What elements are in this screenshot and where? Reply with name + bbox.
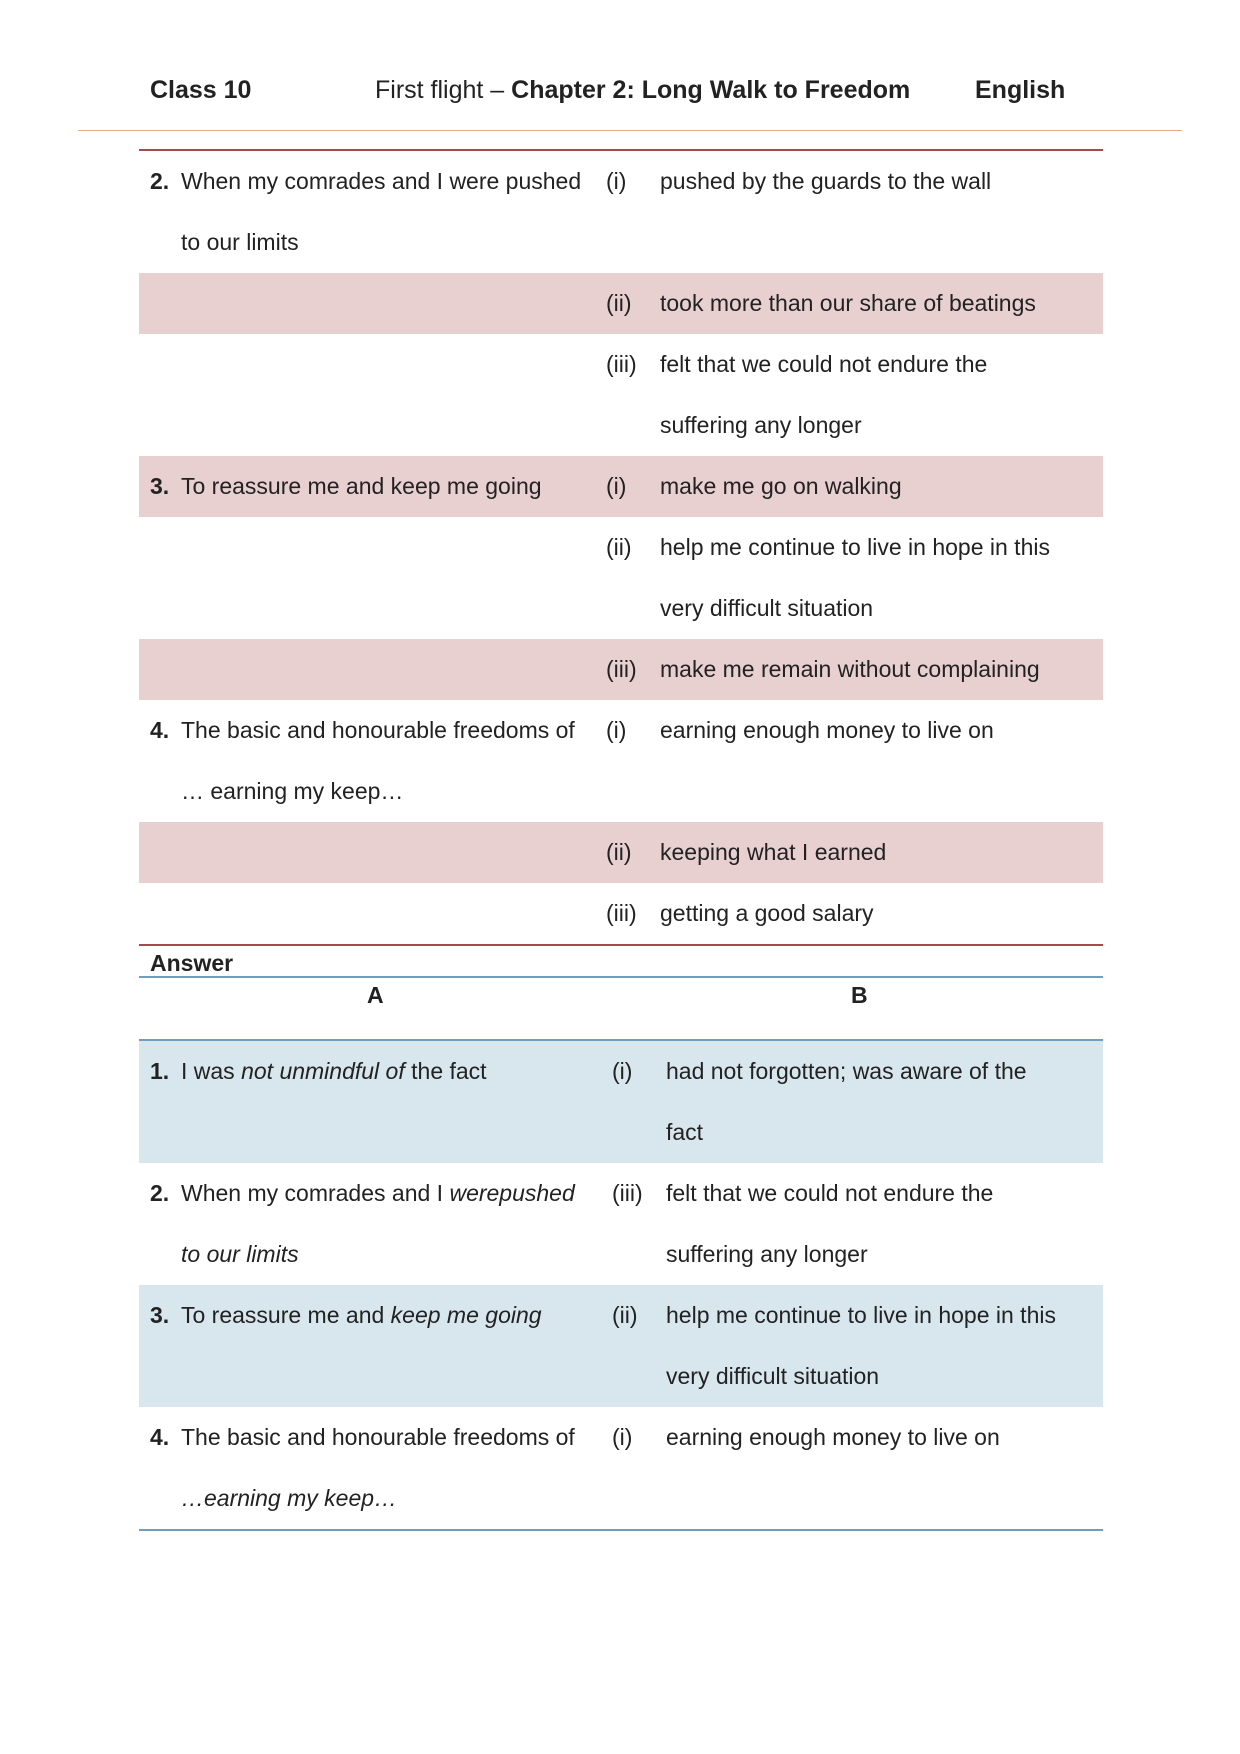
question-row xyxy=(139,883,1103,945)
title-prefix: First flight – xyxy=(375,76,512,104)
column-b-text: took more than our share of beatings xyxy=(660,273,1103,334)
row-number xyxy=(139,822,181,883)
column-b-text: make me go on walking xyxy=(660,456,1103,517)
option-numeral: (ii) xyxy=(606,534,632,560)
row-number xyxy=(139,1346,181,1407)
option-numeral: (ii) xyxy=(606,822,660,883)
row-number xyxy=(139,639,181,700)
option-numeral: (iii) xyxy=(606,351,637,377)
header-divider xyxy=(78,130,1182,131)
question-row xyxy=(139,578,1103,639)
row-number: 4. xyxy=(150,1424,170,1450)
column-a-text xyxy=(181,395,606,456)
column-a-text: To reassure me and keep me going xyxy=(181,456,606,517)
row-number: 2. xyxy=(150,1180,170,1206)
column-a-text xyxy=(181,1041,612,1102)
subject-label: English xyxy=(975,76,1066,104)
phrase-highlight: keep me going xyxy=(390,1302,542,1328)
row-number xyxy=(139,578,181,639)
answer-row xyxy=(139,1346,1103,1407)
row-number xyxy=(139,883,181,945)
row-number xyxy=(139,761,181,822)
row-number xyxy=(139,1102,181,1163)
answer-row xyxy=(139,1224,1103,1285)
question-row xyxy=(139,639,1103,700)
column-b-text: very difficult situation xyxy=(660,595,874,621)
column-a-text xyxy=(181,1224,612,1285)
option-numeral xyxy=(612,1346,666,1407)
option-numeral: (i) xyxy=(612,1041,666,1102)
column-a-text xyxy=(181,883,606,945)
answer-row xyxy=(139,1285,1103,1346)
option-numeral: (i) xyxy=(612,1424,633,1450)
column-b-text: getting a good salary xyxy=(660,900,874,926)
phrase-text: the fact xyxy=(404,1058,487,1084)
column-a-text xyxy=(181,1468,612,1530)
column-b-text: help me continue to live in hope in this xyxy=(660,534,1050,560)
row-number: 4. xyxy=(150,717,170,743)
phrase-highlight: not unmindful of xyxy=(241,1058,405,1084)
phrase-text: The basic and honourable freedoms of xyxy=(181,1424,575,1450)
row-number xyxy=(139,334,181,395)
column-a-text xyxy=(181,1102,612,1163)
row-number xyxy=(139,517,181,578)
column-a-text: to our limits xyxy=(181,229,299,255)
column-a-text xyxy=(181,517,606,578)
row-number: 2. xyxy=(150,168,170,194)
column-a-text xyxy=(181,273,606,334)
column-b-text: pushed by the guards to the wall xyxy=(660,168,992,194)
option-numeral xyxy=(612,1224,666,1285)
option-numeral: (iii) xyxy=(612,1180,643,1206)
column-b-text: fact xyxy=(666,1102,1103,1163)
column-b-text: had not forgotten; was aware of the xyxy=(666,1041,1103,1102)
phrase-text: I was xyxy=(181,1058,242,1084)
answer-heading: Answer xyxy=(139,944,1103,978)
answer-row xyxy=(139,1163,1103,1224)
column-b-text: earning enough money to live on xyxy=(666,1424,1000,1450)
question-row xyxy=(139,150,1103,212)
row-number xyxy=(139,395,181,456)
column-a-text xyxy=(181,578,606,639)
option-numeral: (iii) xyxy=(606,639,660,700)
question-row xyxy=(139,212,1103,273)
question-row xyxy=(139,334,1103,395)
row-number xyxy=(139,1224,181,1285)
column-b-text: suffering any longer xyxy=(660,412,862,438)
column-a-text xyxy=(181,822,606,883)
column-a-text: The basic and honourable freedoms of xyxy=(181,717,575,743)
option-numeral: (i) xyxy=(606,717,627,743)
column-a-text xyxy=(181,1346,612,1407)
column-b-text: earning enough money to live on xyxy=(660,717,994,743)
column-b-text xyxy=(660,761,1103,822)
phrase-highlight: werepushed xyxy=(449,1180,575,1206)
column-a-header: A xyxy=(367,982,384,1008)
answer-row xyxy=(139,1407,1103,1468)
answer-table xyxy=(139,1041,1103,1531)
row-number: 3. xyxy=(139,1285,181,1346)
phrase-text: To reassure me and xyxy=(181,1302,391,1328)
question-row xyxy=(139,395,1103,456)
column-a-text xyxy=(181,334,606,395)
option-numeral xyxy=(606,761,660,822)
column-b-text: felt that we could not endure the xyxy=(666,1180,994,1206)
column-a-text: When my comrades and I were pushed xyxy=(181,168,582,194)
option-numeral xyxy=(606,212,660,273)
option-numeral: (ii) xyxy=(606,273,660,334)
question-row xyxy=(139,700,1103,761)
phrase-highlight: …earning my keep… xyxy=(181,1485,398,1511)
column-b-text: felt that we could not endure the xyxy=(660,351,988,377)
column-b-text: suffering any longer xyxy=(666,1241,868,1267)
option-numeral xyxy=(612,1468,666,1530)
answer-row xyxy=(139,1102,1103,1163)
option-numeral xyxy=(612,1102,666,1163)
option-numeral: (i) xyxy=(606,168,627,194)
column-b-text: keeping what I earned xyxy=(660,822,1103,883)
class-label: Class 10 xyxy=(150,76,252,104)
column-a-text xyxy=(181,639,606,700)
page-header xyxy=(0,0,1240,132)
question-row xyxy=(139,273,1103,334)
phrase-highlight: to our limits xyxy=(181,1241,299,1267)
option-numeral: (ii) xyxy=(612,1285,666,1346)
answer-column-headers xyxy=(139,978,1103,1041)
column-b-text: very difficult situation xyxy=(666,1346,1103,1407)
answer-row xyxy=(139,1468,1103,1530)
option-numeral: (i) xyxy=(606,456,660,517)
column-b-text: make me remain without complaining xyxy=(660,639,1103,700)
question-table xyxy=(139,149,1103,946)
row-number xyxy=(139,212,181,273)
column-a-text xyxy=(181,1163,612,1224)
row-number xyxy=(139,1468,181,1530)
column-b-text: help me continue to live in hope in this xyxy=(666,1285,1103,1346)
row-number: 1. xyxy=(139,1041,181,1102)
column-b-text xyxy=(660,212,1103,273)
question-row xyxy=(139,822,1103,883)
column-a-text xyxy=(181,1407,612,1468)
question-row xyxy=(139,761,1103,822)
chapter-title xyxy=(375,76,910,105)
column-a-text: … earning my keep… xyxy=(181,778,404,804)
phrase-text: When my comrades and I xyxy=(181,1180,450,1206)
column-b-header: B xyxy=(851,982,868,1008)
row-number: 3. xyxy=(139,456,181,517)
column-b-text xyxy=(666,1468,1103,1530)
row-number xyxy=(139,273,181,334)
option-numeral xyxy=(606,395,660,456)
question-row xyxy=(139,456,1103,517)
column-a-text xyxy=(181,1285,612,1346)
option-numeral: (iii) xyxy=(606,900,637,926)
answer-row xyxy=(139,1041,1103,1102)
title-chapter: Chapter 2: Long Walk to Freedom xyxy=(511,76,911,104)
question-row xyxy=(139,517,1103,578)
option-numeral xyxy=(606,578,660,639)
